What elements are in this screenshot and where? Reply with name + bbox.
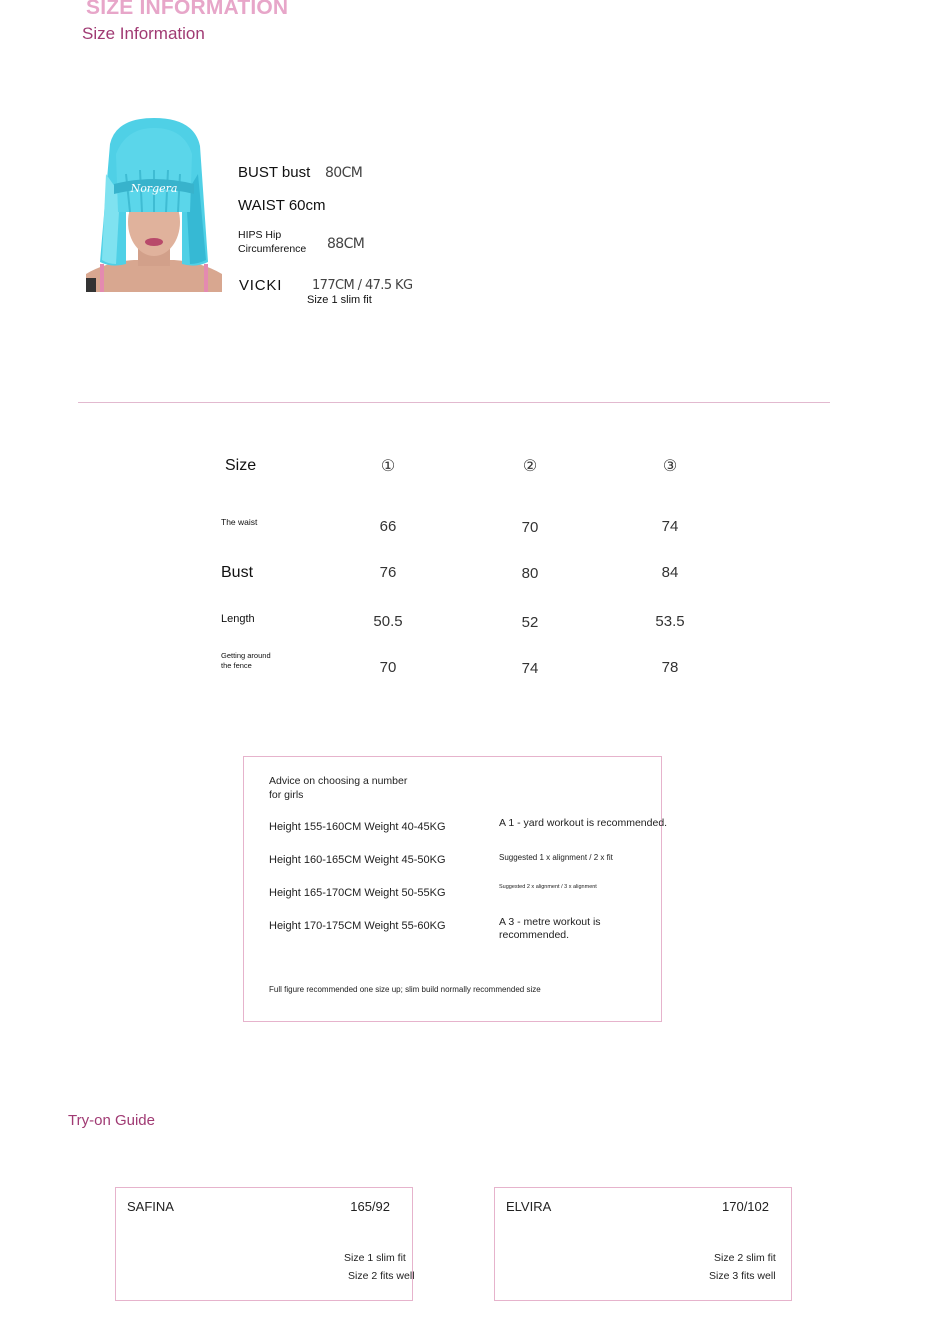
hips-label-line2: Circumference [238,243,307,255]
row-label-around-fence-line2: the fence [221,661,252,670]
advice-range-4: Height 170-175CM Weight 55-60KG [269,920,446,932]
bust-size-3: 84 [661,564,679,581]
advice-box [243,756,668,1022]
length-size-3: 53.5 [655,613,685,630]
advice-title-line1: Advice on choosing a number [269,775,408,787]
model-height-weight: 177CM / 47.5 KG [312,278,413,293]
fence-size-1: 70 [379,659,397,676]
size-information-heading: SIZE INFORMATION [86,0,289,19]
try-on-card-safina [115,1187,413,1301]
model-photo [86,114,222,292]
hips-value: 88CM [327,236,365,252]
fence-size-3: 78 [661,659,679,676]
waist-size-1: 66 [379,518,397,535]
bust-label: BUST bust [238,164,311,181]
card-model-name: SAFINA [127,1199,174,1214]
model-fit-note: Size 1 slim fit [307,294,372,306]
size-column-1: ① [380,458,396,475]
advice-rec-2: Suggested 1 x alignment / 2 x fit [499,853,613,862]
bust-size-2: 80 [521,565,539,582]
size-header-label: Size [225,457,257,474]
card-fit-line1: Size 2 slim fit [714,1252,776,1264]
length-size-2: 52 [521,614,539,631]
row-label-around-fence [221,651,271,671]
advice-range-1: Height 155-160CM Weight 40-45KG [269,821,446,833]
model-illustration [86,114,222,292]
advice-title [269,774,407,802]
model-name: VICKI [239,277,283,294]
card-fit-line1: Size 1 slim fit [344,1252,406,1264]
advice-rec-4 [499,916,601,942]
card-model-name: ELVIRA [506,1199,552,1214]
card-fit-line2: Size 2 fits well [348,1270,415,1282]
size-information-subtitle: Size Information [82,24,205,43]
headband-text: Norgera [130,182,178,195]
card-model-size: 165/92 [350,1199,390,1214]
bust-size-1: 76 [379,564,397,581]
section-divider [78,402,830,403]
try-on-card-elvira [494,1187,792,1301]
card-model-size: 170/102 [722,1199,769,1214]
advice-rec-1: A 1 - yard workout is recommended. [499,817,668,829]
bust-value: 80CM [325,165,363,181]
row-label-length: Length [221,613,255,625]
size-column-3: ③ [662,458,678,475]
advice-rec-3: Suggested 2 x alignment / 3 x alignment [499,884,597,890]
advice-range-2: Height 160-165CM Weight 45-50KG [269,854,446,866]
waist-size-3: 74 [661,518,679,535]
card-fit-line2: Size 3 fits well [709,1270,776,1282]
waist-label: WAIST 60cm [238,197,326,214]
length-size-1: 50.5 [373,613,403,630]
waist-size-2: 70 [521,519,539,536]
fence-size-2: 74 [521,660,539,677]
advice-footnote: Full figure recommended one size up; slim build normally recommended size [269,985,541,994]
hips-label [238,228,306,256]
row-label-around-fence-line1: Getting around [221,651,271,660]
row-label-bust: Bust [221,564,254,581]
hips-label-line1: HIPS Hip [238,229,282,241]
advice-title-line2: for girls [269,789,304,801]
size-column-2: ② [522,458,538,475]
try-on-guide-title: Try-on Guide [68,1112,155,1129]
advice-rec-4-line2: recommended. [499,929,570,941]
advice-range-3: Height 165-170CM Weight 50-55KG [269,887,446,899]
advice-rec-4-line1: A 3 - metre workout is [499,916,601,928]
row-label-waist: The waist [221,517,258,527]
